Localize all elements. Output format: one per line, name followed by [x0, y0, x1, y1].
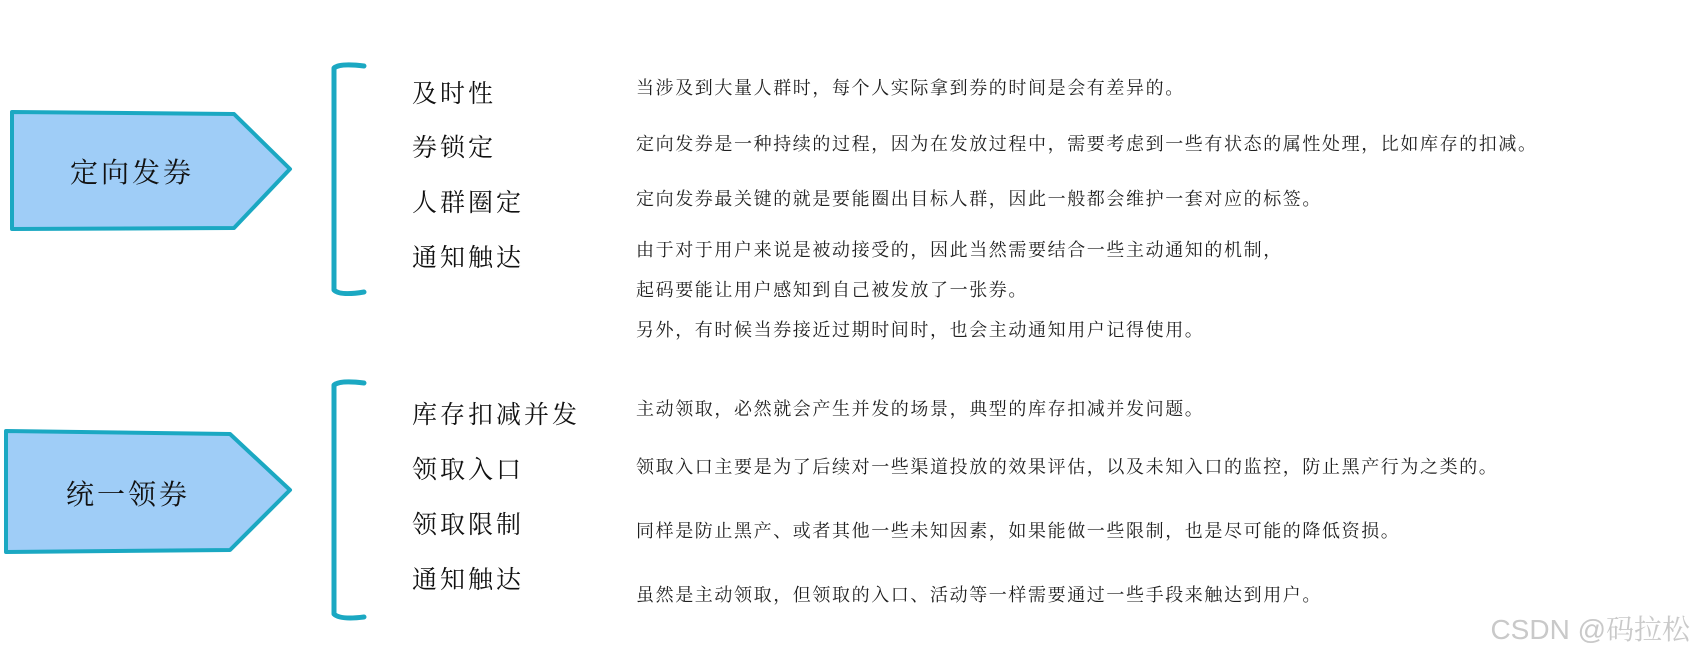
item-desc-claim-limit: 同样是防止黑产、或者其他一些未知因素，如果能做一些限制，也是尽可能的降低资损。 — [636, 521, 1401, 542]
item-desc-notification-1-line-3: 另外，有时候当券接近过期时间时，也会主动通知用户记得使用。 — [636, 320, 1205, 341]
item-desc-coupon-lock: 定向发券是一种持续的过程，因为在发放过程中，需要考虑到一些有状态的属性处理，比如库存的扣减。 — [636, 134, 1538, 155]
item-desc-notification-1-line-2: 起码要能让用户感知到自己被发放了一张券。 — [636, 280, 1028, 301]
item-label-audience-targeting: 人群圈定 — [412, 188, 525, 217]
item-desc-timeliness: 当涉及到大量人群时，每个人实际拿到券的时间是会有差异的。 — [636, 78, 1185, 99]
item-label-notification-2: 通知触达 — [412, 565, 525, 594]
item-label-notification-1: 通知触达 — [412, 243, 525, 272]
item-desc-stock-concurrency: 主动领取，必然就会产生并发的场景，典型的库存扣减并发问题。 — [636, 399, 1205, 420]
item-desc-audience-targeting: 定向发券最关键的就是要能圈出目标人群，因此一般都会维护一套对应的标签。 — [636, 189, 1322, 210]
item-label-stock-concurrency: 库存扣减并发 — [412, 400, 581, 429]
item-label-claim-limit: 领取限制 — [412, 510, 525, 539]
bracket-2 — [334, 382, 364, 618]
watermark: CSDN @码拉松 — [1490, 614, 1690, 645]
item-label-coupon-lock: 券锁定 — [412, 133, 497, 162]
item-desc-notification-2: 虽然是主动领取，但领取的入口、活动等一样需要通过一些手段来触达到用户。 — [636, 585, 1322, 606]
item-desc-claim-entry: 领取入口主要是为了后续对一些渠道投放的效果评估，以及未知入口的监控，防止黑产行为之类的。 — [636, 457, 1499, 478]
item-label-timeliness: 及时性 — [412, 79, 497, 108]
group-title-unified: 统一领券 — [66, 478, 191, 511]
item-label-claim-entry: 领取入口 — [412, 455, 525, 484]
item-desc-notification-1-line-1: 由于对于用户来说是被动接受的，因此当然需要结合一些主动通知的机制， — [636, 240, 1283, 261]
bracket-1 — [334, 65, 364, 294]
group-title-directed: 定向发券 — [70, 156, 195, 189]
